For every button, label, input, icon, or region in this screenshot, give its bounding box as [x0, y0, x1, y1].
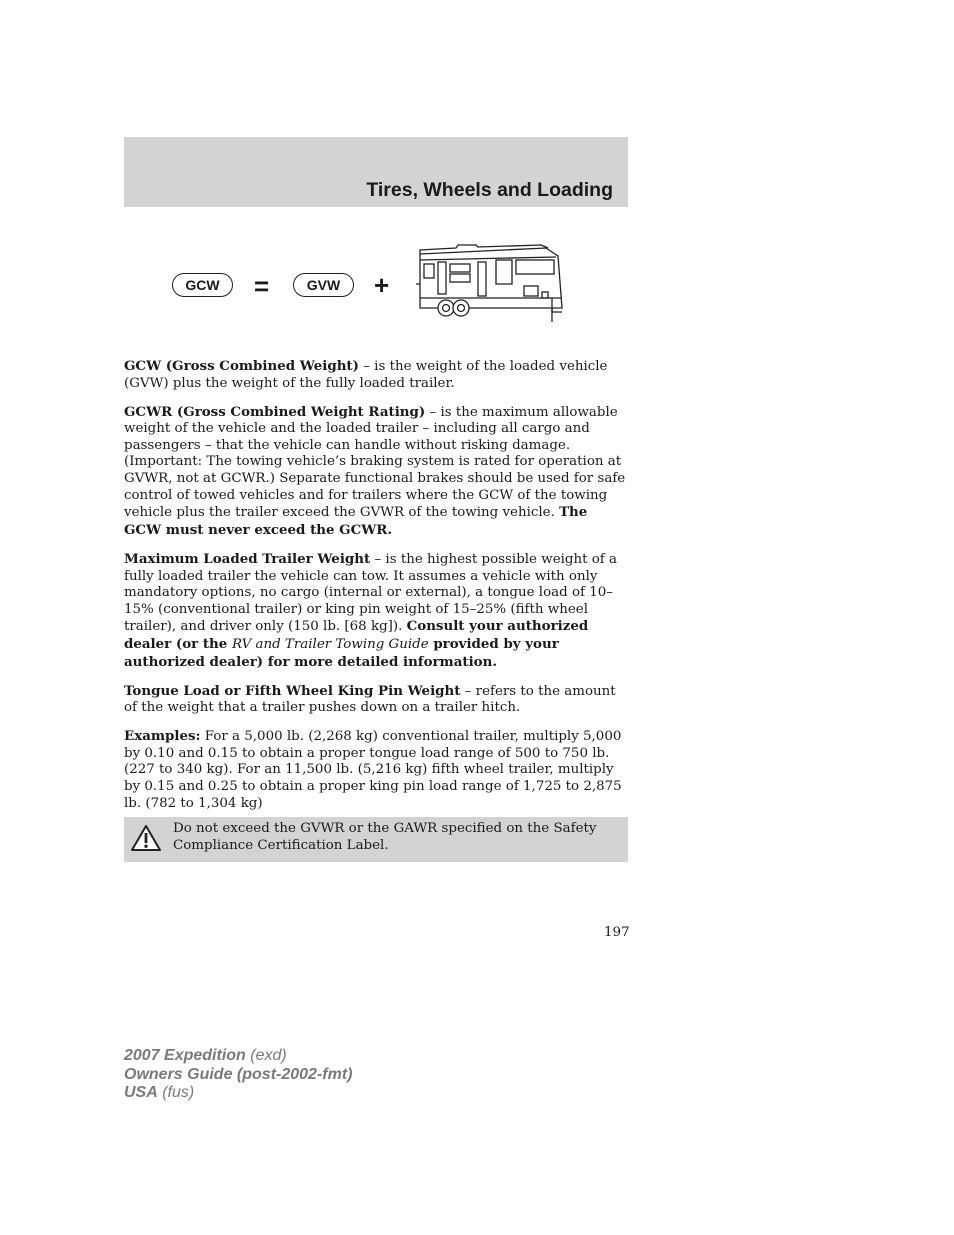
examples-term: Examples: — [124, 728, 201, 745]
gcw-diagram — [170, 240, 570, 325]
gvw-label: GVW — [293, 273, 354, 297]
tongue-paragraph: Tongue Load or Fifth Wheel King Pin Weight – refers to the amount of the weight that a trailer pushes down on a trailer hitch. — [124, 682, 616, 716]
section-header — [124, 137, 628, 207]
warning-box — [124, 817, 628, 862]
body-text — [124, 358, 628, 824]
gcw-label: GCW — [172, 273, 233, 297]
warning-triangle-icon — [130, 824, 162, 852]
gcwr-paragraph: GCWR (Gross Combined Weight Rating) – is the maximum allowable weight of the vehicle and the loaded trailer – including all cargo and passengers – that the vehicle can handle without risking damage. (Important: The towing vehicle’s braking system is rated for operation at GVWR, not at GCWR.) Separate functional brakes should be used for safe control of towed vehicles and for trailers where the GCW of the towing vehicle plus the trailer exceed the GVWR of the towing vehicle. The GCW must never exceed the GCWR. — [124, 403, 626, 538]
rv-guide-title: RV and Trailer Towing Guide — [231, 636, 429, 652]
warning-text: Do not exceed the GVWR or the GAWR specified on the Safety Compliance Certification Label. — [173, 821, 597, 853]
max-trailer-term: Maximum Loaded Trailer Weight — [124, 550, 371, 567]
section-title: Tires, Wheels and Loading — [366, 179, 613, 201]
max-trailer-paragraph: Maximum Loaded Trailer Weight – is the highest possible weight of a fully loaded trailer the vehicle can tow. It assumes a vehicle with only mandatory options, no cargo (internal or external), a tongue load of 10–15% (conventional trailer) or king pin weight of 15–25% (fifth wheel trailer), and driver only (150 lb. [68 kg]). Consult your authorized dealer (or the RV and Trailer Towing Guide provided by your authorized dealer) for more detailed information. — [124, 550, 618, 670]
examples-paragraph: Examples: For a 5,000 lb. (2,268 kg) conventional trailer, multiply 5,000 by 0.10 and 0.15 to obtain a proper tongue load range of 500 to 750 lb. (227 to 340 kg). For an 11,500 lb. (5,216 kg) fifth wheel trailer, multiply by 0.15 and 0.25 to obtain a proper king pin load range of 1,725 to 2,875 lb. (782 to 1,304 kg) — [124, 728, 622, 811]
plus-sign: + — [374, 270, 390, 300]
gcw-paragraph: GCW (Gross Combined Weight) – is the weight of the loaded vehicle (GVW) plus the weight of the fully loaded trailer. — [124, 358, 608, 391]
page-number: 197 — [604, 925, 630, 940]
gcwr-emphasis: The GCW must never exceed the GCWR. — [124, 504, 588, 538]
tongue-term: Tongue Load or Fifth Wheel King Pin Weight — [124, 682, 461, 699]
gcwr-term: GCWR (Gross Combined Weight Rating) — [124, 403, 426, 420]
document-footer: 2007 Expedition (exd) Owners Guide (post-2002-fmt) USA (fus) — [124, 1047, 353, 1101]
gcw-term: GCW (Gross Combined Weight) — [124, 358, 359, 374]
equals-sign: = — [254, 271, 270, 301]
travel-trailer-icon — [416, 242, 566, 324]
